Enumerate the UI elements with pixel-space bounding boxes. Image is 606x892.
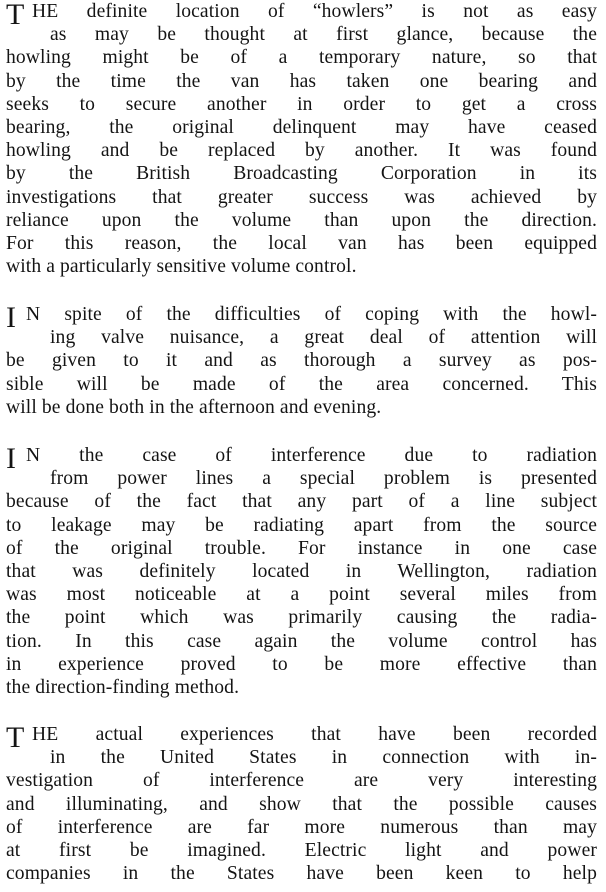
paragraph-2-line-4: sible will be made of the area concerned. This (6, 373, 597, 395)
paragraph-1-line-8: by the British Broadcasting Corporation in its (6, 163, 597, 185)
paragraph-1-line-7: howling and be replaced by another. It was found (6, 140, 597, 162)
drop-cap-2: I (6, 301, 16, 334)
paragraph-3-line-1: N the case of interference due to radiation (26, 445, 597, 466)
paragraph-4-line-6: at first be imagined. Electric light and power (6, 839, 597, 861)
paragraph-1-line-9: investigations that greater success was achieved by (6, 186, 597, 208)
drop-cap-4: T (6, 721, 25, 754)
paragraph-1-line-5: seeks to secure another in order to get a cross (6, 93, 597, 115)
paragraph-3-line-9: tion. In this case again the volume control has (6, 630, 597, 652)
paragraph-4-line-4: and illuminating, and show that the possible causes (6, 793, 597, 815)
paragraph-4-line-7: companies in the States have been keen to help (6, 863, 597, 885)
paragraph-4-line-1: HE actual experiences that have been recorded (32, 724, 597, 745)
paragraph-1-line-12: with a particularly sensitive volume control. (6, 256, 357, 278)
paragraph-2 (6, 303, 597, 419)
paragraph-1-line-3: howling might be of a temporary nature, so that (6, 47, 597, 69)
paragraph-3-line-6: that was definitely located in Wellington, radiation (6, 560, 597, 582)
paragraph-2-line-2: ing valve nuisance, a great deal of attention will (50, 327, 597, 349)
paragraph-3-line-7: was most noticeable at a point several miles from (6, 584, 597, 606)
drop-cap-3: I (6, 442, 16, 475)
paragraph-4-line-2: in the United States in connection with in- (50, 747, 597, 769)
paragraph-3 (6, 444, 597, 699)
paragraph-1-line-1: HE definite location of “howlers” is not as easy (32, 1, 597, 22)
paragraph-2-line-5: will be done both in the afternoon and evening. (6, 396, 382, 418)
paragraph-2-line-3: be given to it and as thorough a survey as pos- (6, 350, 597, 372)
paragraph-1-line-2: as may be thought at first glance, because the (50, 24, 597, 46)
paragraph-1-line-6: bearing, the original delinquent may have ceased (6, 116, 597, 138)
paragraph-3-line-5: of the original trouble. For instance in one case (6, 537, 597, 559)
paragraph-1-line-10: reliance upon the volume than upon the direction. (6, 209, 597, 231)
paragraph-3-line-8: the point which was primarily causing the radia- (6, 607, 597, 629)
paragraph-4-line-3: vestigation of interference are very interesting (6, 770, 597, 792)
drop-cap-1: T (6, 0, 25, 31)
paragraph-3-line-2: from power lines a special problem is presented (50, 468, 597, 490)
paragraph-4 (6, 723, 597, 885)
paragraph-3-line-11: the direction-finding method. (6, 676, 240, 698)
paragraph-3-line-4: to leakage may be radiating apart from the source (6, 514, 597, 536)
paragraph-4-line-5: of interference are far more numerous than may (6, 816, 597, 838)
paragraph-3-line-3: because of the fact that any part of a line subject (6, 491, 597, 513)
paragraph-1 (6, 0, 597, 278)
paragraph-1-line-4: by the time the van has taken one bearing and (6, 70, 597, 92)
paragraph-2-line-1: N spite of the difficulties of coping with the howl- (26, 304, 597, 325)
paragraph-1-line-11: For this reason, the local van has been equipped (6, 232, 597, 254)
paragraph-3-line-10: in experience proved to be more effective than (6, 653, 597, 675)
